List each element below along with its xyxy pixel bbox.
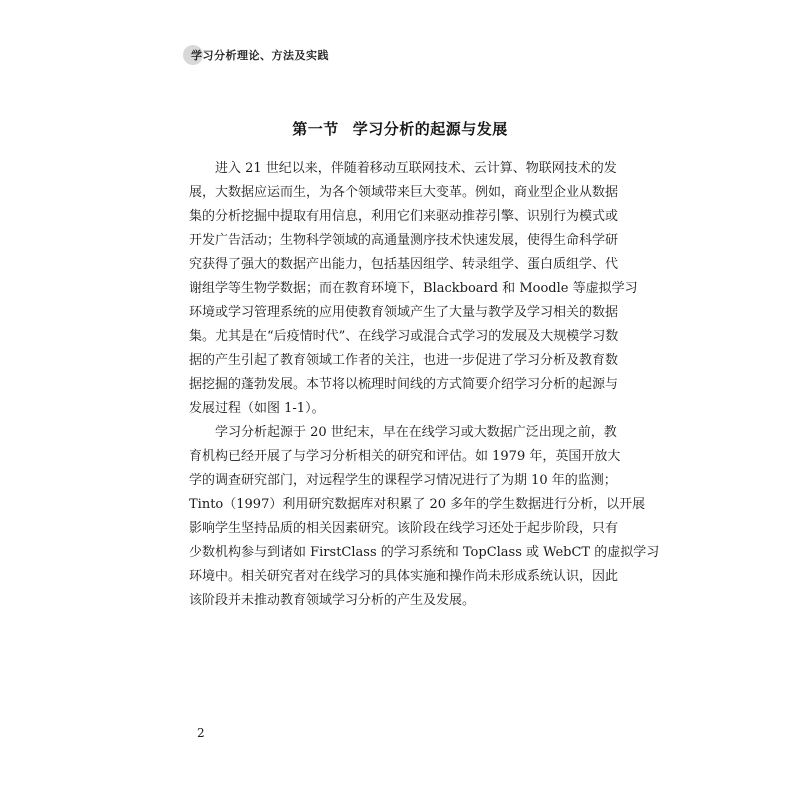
text-line: 发展过程（如图 1-1）。 <box>189 401 325 416</box>
running-header <box>183 44 329 66</box>
text-line: 集的分析挖掘中提取有用信息，利用它们来驱动推荐引擎、识别行为模式或 <box>189 209 619 224</box>
section-title <box>0 118 800 139</box>
text-line: 环境或学习管理系统的应用使教育领域产生了大量与教学及学习相关的数据 <box>189 305 619 320</box>
text-line: 据挖掘的蓬勃发展。本节将以梳理时间线的方式简要介绍学习分析的起源与 <box>189 377 619 392</box>
text-line: 展，大数据应运而生，为各个领域带来巨大变革。例如，商业型企业从数据 <box>189 185 619 200</box>
text-line: 开发广告活动；生物科学领域的高通量测序技术快速发展，使得生命科学研 <box>189 233 619 248</box>
running-header-text: 学习分析理论、方法及实践 <box>191 49 329 62</box>
body-text <box>189 157 660 613</box>
text-line: 进入 21 世纪以来，伴随着移动互联网技术、云计算、物联网技术的发 <box>215 161 617 176</box>
text-line: 影响学生坚持品质的相关因素研究。该阶段在线学习还处于起步阶段，只有 <box>189 521 619 536</box>
page-number: 2 <box>197 726 205 740</box>
text-line: 环境中。相关研究者对在线学习的具体实施和操作尚未形成系统认识，因此 <box>189 569 619 584</box>
text-line: 育机构已经开展了与学习分析相关的研究和评估。如 1979 年，英国开放大 <box>189 449 621 464</box>
text-line: 谢组学等生物学数据；而在教育环境下，Blackboard 和 Moodle 等虚拟学习 <box>189 281 638 296</box>
text-line: 该阶段并未推动教育领域学习分析的产生及发展。 <box>189 593 476 608</box>
text-line: 学的调查研究部门，对远程学生的课程学习情况进行了为期 10 年的监测； <box>189 473 617 488</box>
text-line: 少数机构参与到诸如 FirstClass 的学习系统和 TopClass 或 WebCT 的虚拟学习 <box>189 545 660 560</box>
section-heading: 学习分析的起源与发展 <box>352 120 508 138</box>
paragraph-2 <box>189 421 660 613</box>
text-line: 学习分析起源于 20 世纪末，早在在线学习或大数据广泛出现之前，教 <box>215 425 617 440</box>
text-line: 集。尤其是在“后疫情时代”、在线学习或混合式学习的发展及大规模学习数 <box>189 329 619 344</box>
section-label: 第一节 <box>292 120 339 138</box>
text-line: Tinto（1997）利用研究数据库对积累了 20 多年的学生数据进行分析，以开展 <box>189 497 646 512</box>
paragraph-1 <box>189 157 638 421</box>
text-line: 据的产生引起了教育领域工作者的关注，也进一步促进了学习分析及教育数 <box>189 353 619 368</box>
text-line: 究获得了强大的数据产出能力，包括基因组学、转录组学、蛋白质组学、代 <box>189 257 619 272</box>
